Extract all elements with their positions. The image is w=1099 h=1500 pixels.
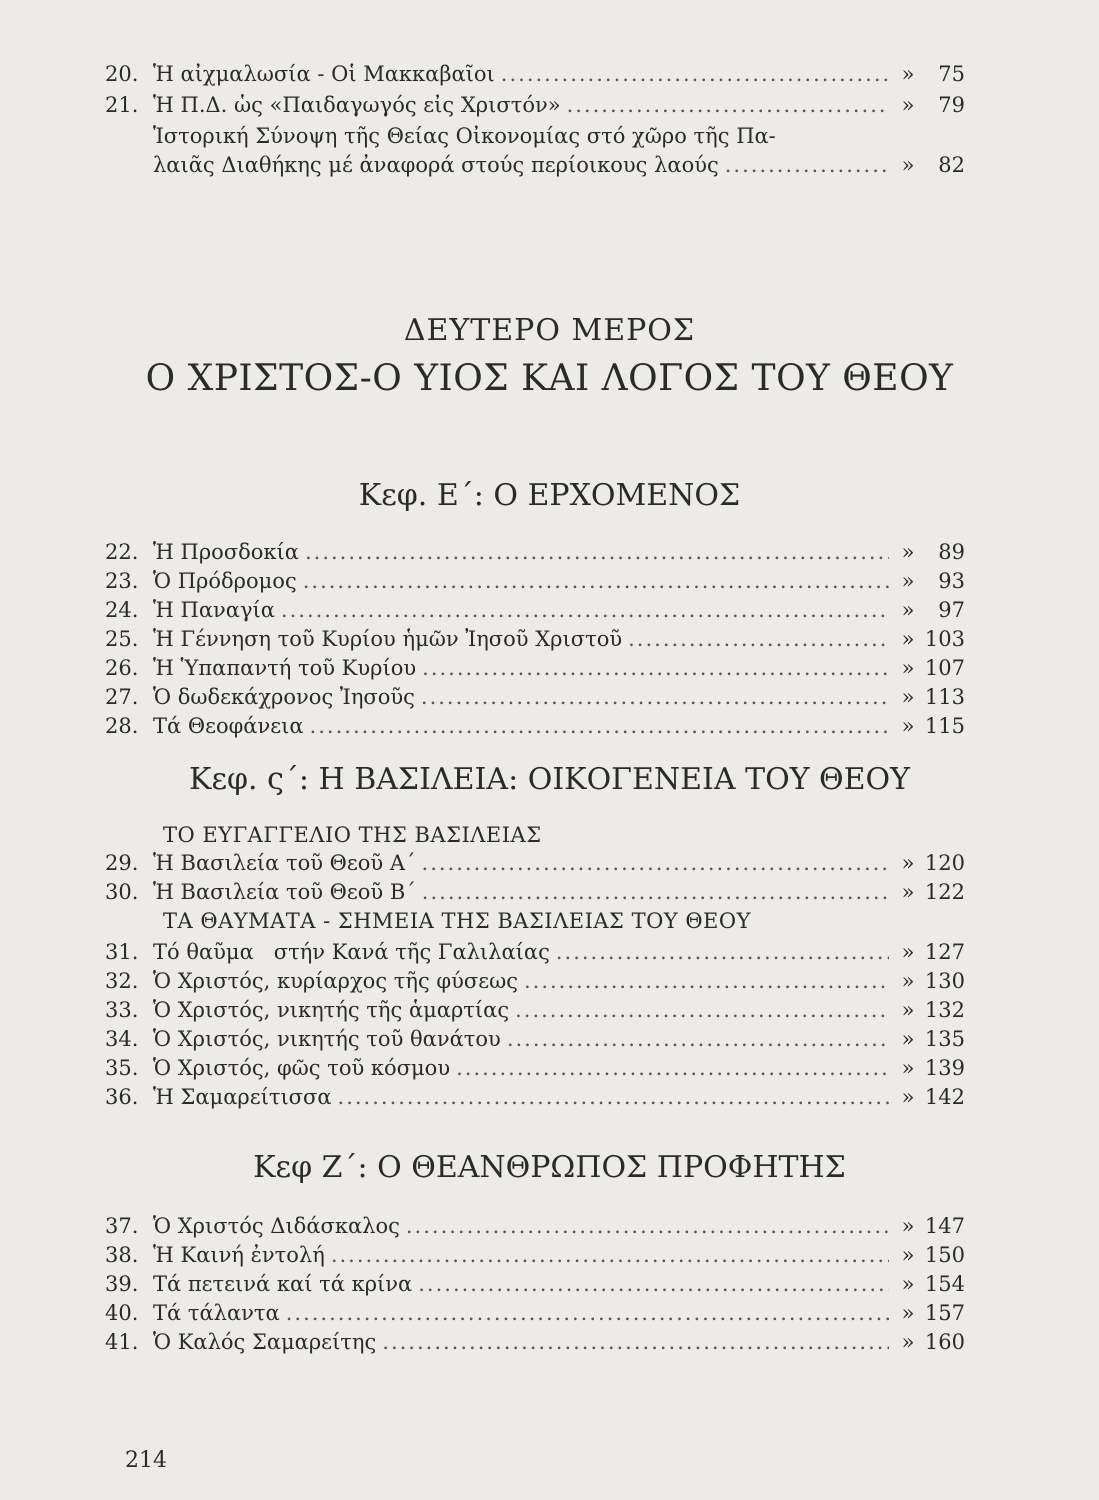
entry-number: 29. xyxy=(105,851,139,875)
leader-dots xyxy=(406,1214,889,1238)
toc-entry xyxy=(105,940,965,964)
leader-dots xyxy=(422,880,889,904)
entry-page: 130 xyxy=(924,969,965,993)
entry-number: 25. xyxy=(105,627,139,651)
entry-number: 31. xyxy=(105,940,139,964)
leader-dots xyxy=(567,93,889,117)
entry-page: 93 xyxy=(938,569,965,593)
entry-page: 122 xyxy=(924,880,965,904)
toc-entry xyxy=(105,656,965,680)
leader-dots xyxy=(382,1330,889,1354)
toc-entry xyxy=(105,1330,965,1354)
entry-page: 157 xyxy=(924,1301,965,1325)
entry-page: 154 xyxy=(924,1272,965,1296)
toc-entry xyxy=(105,569,965,593)
entry-number: 37. xyxy=(105,1214,139,1238)
entry-number: 36. xyxy=(105,1085,139,1109)
entry-number: 38. xyxy=(105,1243,139,1267)
ditto-mark: » xyxy=(901,656,915,680)
chapter-heading: Κεφ Ζ΄: Ο ΘΕΑΝΘΡΩΠΟΣ ΠΡΟΦΗΤΗΣ xyxy=(253,1150,846,1185)
toc-entry xyxy=(105,880,965,904)
leader-dots xyxy=(303,569,889,593)
leader-dots xyxy=(331,1243,889,1267)
entry-title: Τό θαῦμα στήν Κανά τῆς Γαλιλαίας xyxy=(153,940,550,964)
entry-page: 75 xyxy=(938,62,965,86)
chapter-heading: Κεφ. ς΄: Η ΒΑΣΙΛΕΙΑ: ΟΙΚΟΓΕΝΕΙΑ ΤΟΥ ΘΕΟΥ xyxy=(189,762,910,797)
ditto-mark: » xyxy=(901,93,915,117)
entry-number: 23. xyxy=(105,569,139,593)
entry-page: 160 xyxy=(924,1330,965,1354)
entry-page: 107 xyxy=(924,656,965,680)
entry-title: Ὁ δωδεκάχρονος Ἰησοῦς xyxy=(153,685,415,709)
ditto-mark: » xyxy=(901,1027,915,1051)
entry-title: Ἡ αἰχμαλωσία - Οἱ Μακκαβαῖοι xyxy=(153,62,495,86)
leader-dots xyxy=(305,540,889,564)
entry-number: 30. xyxy=(105,880,139,904)
entry-number: 34. xyxy=(105,1027,139,1051)
leader-dots xyxy=(338,1085,889,1109)
entry-title: λαιᾶς Διαθήκης μέ ἀναφορά στούς περίοικους λαούς xyxy=(153,153,719,177)
entry-page: 127 xyxy=(924,940,965,964)
ditto-mark: » xyxy=(901,598,915,622)
section-heading: ΤΑ ΘΑΥΜΑΤΑ - ΣΗΜΕΙΑ ΤΗΣ ΒΑΣΙΛΕΙΑΣ ΤΟΥ ΘΕΟΥ xyxy=(163,909,751,933)
toc-entry xyxy=(105,1301,965,1325)
summary-line-2 xyxy=(153,153,965,177)
toc-entry xyxy=(105,1056,965,1080)
entry-title: Ὁ Χριστός, φῶς τοῦ κόσμου xyxy=(153,1056,451,1080)
section-heading: ΤΟ ΕΥΓΑΓΓΕΛΙΟ ΤΗΣ ΒΑΣΙΛΕΙΑΣ xyxy=(163,823,542,847)
entry-page: 139 xyxy=(924,1056,965,1080)
toc-entry xyxy=(105,93,965,117)
entry-title: Ἡ Π.Δ. ὡς «Παιδαγωγός εἰς Χριστόν» xyxy=(153,93,561,117)
entry-title: Τά Θεοφάνεια xyxy=(153,714,304,738)
toc-entry xyxy=(105,685,965,709)
entry-title: Ὁ Πρόδρομος xyxy=(153,569,297,593)
entry-title: Ἡ Προσδοκία xyxy=(153,540,299,564)
ditto-mark: » xyxy=(901,1085,915,1109)
toc-entry xyxy=(105,1027,965,1051)
toc-entry xyxy=(105,1214,965,1238)
entry-number: 40. xyxy=(105,1301,139,1325)
entry-title: Ἡ Παναγία xyxy=(153,598,275,622)
ditto-mark: » xyxy=(901,969,915,993)
entry-page: 82 xyxy=(938,153,965,177)
leader-dots xyxy=(310,714,889,738)
leader-dots xyxy=(418,1272,889,1296)
toc-entry xyxy=(105,1243,965,1267)
entry-number: 41. xyxy=(105,1330,139,1354)
toc-entry xyxy=(105,969,965,993)
ditto-mark: » xyxy=(901,627,915,651)
entry-page: 142 xyxy=(924,1085,965,1109)
entry-number: 27. xyxy=(105,685,139,709)
part-heading: ΔΕΥΤΕΡΟ ΜΕΡΟΣ xyxy=(403,313,696,348)
entry-page: 97 xyxy=(938,598,965,622)
entry-number: 28. xyxy=(105,714,139,738)
ditto-mark: » xyxy=(901,940,915,964)
entry-number: 35. xyxy=(105,1056,139,1080)
entry-title: Ἡ Βασιλεία τοῦ Θεοῦ Β΄ xyxy=(153,880,416,904)
entry-page: 79 xyxy=(938,93,965,117)
entry-title: Ὁ Καλός Σαμαρείτης xyxy=(153,1330,377,1354)
entry-title: Ὁ Χριστός, νικητής τῆς ἁμαρτίας xyxy=(153,998,510,1022)
toc-entry xyxy=(105,62,965,86)
toc-entry xyxy=(105,627,965,651)
leader-dots xyxy=(422,656,889,680)
ditto-mark: » xyxy=(901,540,915,564)
ditto-mark: » xyxy=(901,998,915,1022)
entry-title: Τά πετεινά καί τά κρίνα xyxy=(153,1272,413,1296)
entry-title: Ἡ Ὑπαπαντή τοῦ Κυρίου xyxy=(153,656,417,680)
ditto-mark: » xyxy=(901,1301,915,1325)
entry-title: Τά τάλαντα xyxy=(153,1301,280,1325)
entry-number: 20. xyxy=(105,62,139,86)
entry-page: 113 xyxy=(924,685,965,709)
entry-number: 26. xyxy=(105,656,139,680)
entry-title: Ὁ Χριστός Διδάσκαλος xyxy=(153,1214,400,1238)
entry-number: 39. xyxy=(105,1272,139,1296)
ditto-mark: » xyxy=(901,62,915,86)
ditto-mark: » xyxy=(901,1056,915,1080)
entry-page: 103 xyxy=(924,627,965,651)
toc-entry xyxy=(105,714,965,738)
toc-entry xyxy=(105,1085,965,1109)
ditto-mark: » xyxy=(901,1272,915,1296)
page-number: 214 xyxy=(125,1448,167,1473)
entry-title: Ὁ Χριστός, νικητής τοῦ θανάτου xyxy=(153,1027,501,1051)
entry-title: Ἡ Βασιλεία τοῦ Θεοῦ Α΄ xyxy=(153,851,416,875)
leader-dots xyxy=(725,153,889,177)
toc-entry xyxy=(105,598,965,622)
leader-dots xyxy=(524,969,889,993)
ditto-mark: » xyxy=(901,569,915,593)
leader-dots xyxy=(456,1056,889,1080)
entry-title: Ὁ Χριστός, κυρίαρχος τῆς φύσεως xyxy=(153,969,518,993)
leader-dots xyxy=(281,598,889,622)
toc-entry xyxy=(105,540,965,564)
summary-line-1: Ἱστορική Σύνοψη τῆς Θείας Οἰκονομίας στό χῶρο τῆς Πα- xyxy=(153,124,776,148)
leader-dots xyxy=(628,627,889,651)
ditto-mark: » xyxy=(901,1243,915,1267)
leader-dots xyxy=(556,940,889,964)
leader-dots xyxy=(507,1027,889,1051)
entry-title: Ἡ Γέννηση τοῦ Κυρίου ἡμῶν Ἰησοῦ Χριστοῦ xyxy=(153,627,623,651)
leader-dots xyxy=(286,1301,889,1325)
ditto-mark: » xyxy=(901,880,915,904)
entry-number: 21. xyxy=(105,93,139,117)
chapter-heading: Κεφ. Ε΄: Ο ΕΡΧΟΜΕΝΟΣ xyxy=(358,478,741,513)
entry-title: Ἡ Σαμαρείτισσα xyxy=(153,1085,332,1109)
entry-title: Ἡ Καινή ἐντολή xyxy=(153,1243,325,1267)
ditto-mark: » xyxy=(901,851,915,875)
ditto-mark: » xyxy=(901,153,915,177)
entry-number: 24. xyxy=(105,598,139,622)
leader-dots xyxy=(501,62,889,86)
ditto-mark: » xyxy=(901,714,915,738)
entry-number: 22. xyxy=(105,540,139,564)
part-title: Ο ΧΡΙΣΤΟΣ-Ο ΥΙΟΣ ΚΑΙ ΛΟΓΟΣ ΤΟΥ ΘΕΟΥ xyxy=(145,358,954,399)
toc-entry xyxy=(105,998,965,1022)
leader-dots xyxy=(421,685,889,709)
entry-page: 120 xyxy=(924,851,965,875)
entry-page: 115 xyxy=(924,714,965,738)
entry-page: 150 xyxy=(924,1243,965,1267)
entry-page: 135 xyxy=(924,1027,965,1051)
ditto-mark: » xyxy=(901,1330,915,1354)
ditto-mark: » xyxy=(901,685,915,709)
toc-entry xyxy=(105,1272,965,1296)
entry-number: 32. xyxy=(105,969,139,993)
ditto-mark: » xyxy=(901,1214,915,1238)
entry-number: 33. xyxy=(105,998,139,1022)
entry-page: 132 xyxy=(924,998,965,1022)
entry-page: 147 xyxy=(924,1214,965,1238)
leader-dots xyxy=(515,998,889,1022)
toc-entry xyxy=(105,851,965,875)
entry-page: 89 xyxy=(938,540,965,564)
leader-dots xyxy=(422,851,889,875)
